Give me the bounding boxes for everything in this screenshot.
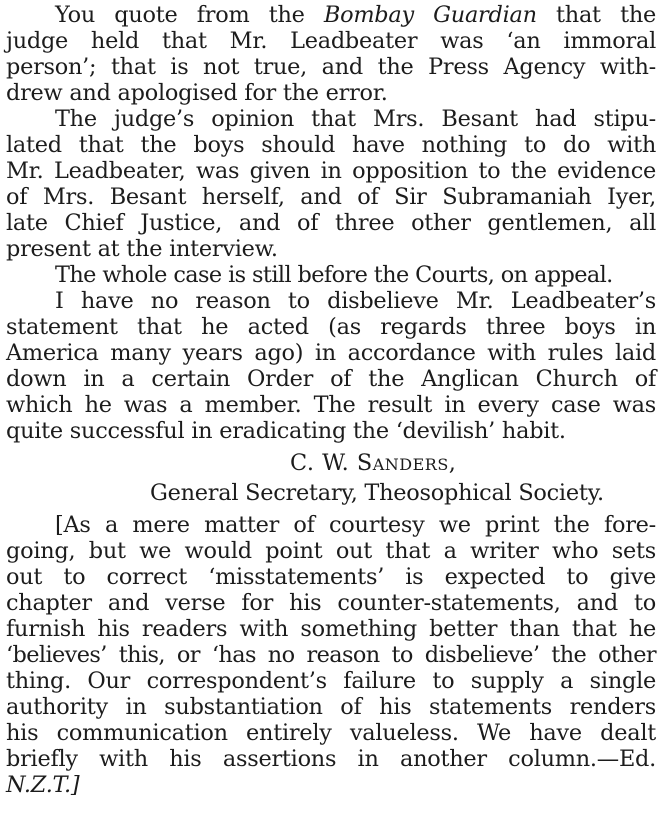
letter-line: of Mrs. Besant herself, and of Sir Subramaniah Iyer, — [6, 184, 656, 210]
letter-line: judge held that Mr. Leadbeater was ‘an immoral — [6, 28, 656, 54]
letter-line: The whole case is still before the Courts, on appeal. — [55, 262, 613, 288]
letter-line: Mr. Leadbeater, was given in opposition to the evidence — [6, 158, 656, 184]
letter-line: I have no reason to disbelieve Mr. Leadbeater’s — [55, 288, 656, 314]
editor-note-line: thing. Our correspondent’s failure to supply a single — [6, 668, 656, 694]
letter-line: late Chief Justice, and of three other gentlemen, all — [6, 210, 656, 236]
letter-line: person’; that is not true, and the Press Agency with- — [6, 54, 656, 80]
letter-line: drew and apologised for the error. — [6, 80, 388, 106]
editor-note-line: going, but we would point out that a writer who sets — [6, 538, 656, 564]
letter-text: You quote from the — [55, 2, 324, 28]
editor-note-line: his communication entirely valueless. We have dealt — [6, 720, 656, 746]
newspaper-abbreviation: N.Z.T.] — [6, 772, 80, 798]
letter-line — [55, 2, 656, 28]
letter-line: America many years ago) in accordance with rules laid — [6, 340, 656, 366]
letter-line: down in a certain Order of the Anglican Church of — [6, 366, 656, 392]
editor-note-line — [6, 772, 656, 798]
editor-note-line: out to correct ‘misstatements’ is expected to give — [6, 564, 656, 590]
editor-note-line: [As a mere matter of courtesy we print the fore- — [55, 512, 656, 538]
letter-line: lated that the boys should have nothing to do with — [6, 132, 656, 158]
letter-line: present at the interview. — [6, 236, 278, 262]
newspaper-name: Bombay Guardian — [323, 2, 537, 28]
editor-note-line: furnish his readers with something better than that he — [6, 616, 656, 642]
letter-text: that the — [536, 2, 656, 28]
editor-note-line: authority in substantiation of his statements renders — [6, 694, 656, 720]
editor-note-line: briefly with his assertions in another column.—Ed. — [6, 746, 656, 772]
editor-note-line: chapter and verse for his counter-statements, and to — [6, 590, 656, 616]
signature-name-text: C. W. Sanders, — [290, 450, 457, 476]
editor-note-line: ‘believes’ this, or ‘has no reason to disbelieve’ the other — [6, 642, 656, 668]
letter-line: quite successful in eradicating the ‘devilish’ habit. — [6, 418, 566, 444]
letter-line: The judge’s opinion that Mrs. Besant had stipu- — [55, 106, 656, 132]
signature-name — [290, 450, 456, 476]
letter-line: which he was a member. The result in every case was — [6, 392, 656, 418]
signature-title: General Secretary, Theosophical Society. — [150, 480, 604, 506]
letter-line: statement that he acted (as regards three boys in — [6, 314, 656, 340]
